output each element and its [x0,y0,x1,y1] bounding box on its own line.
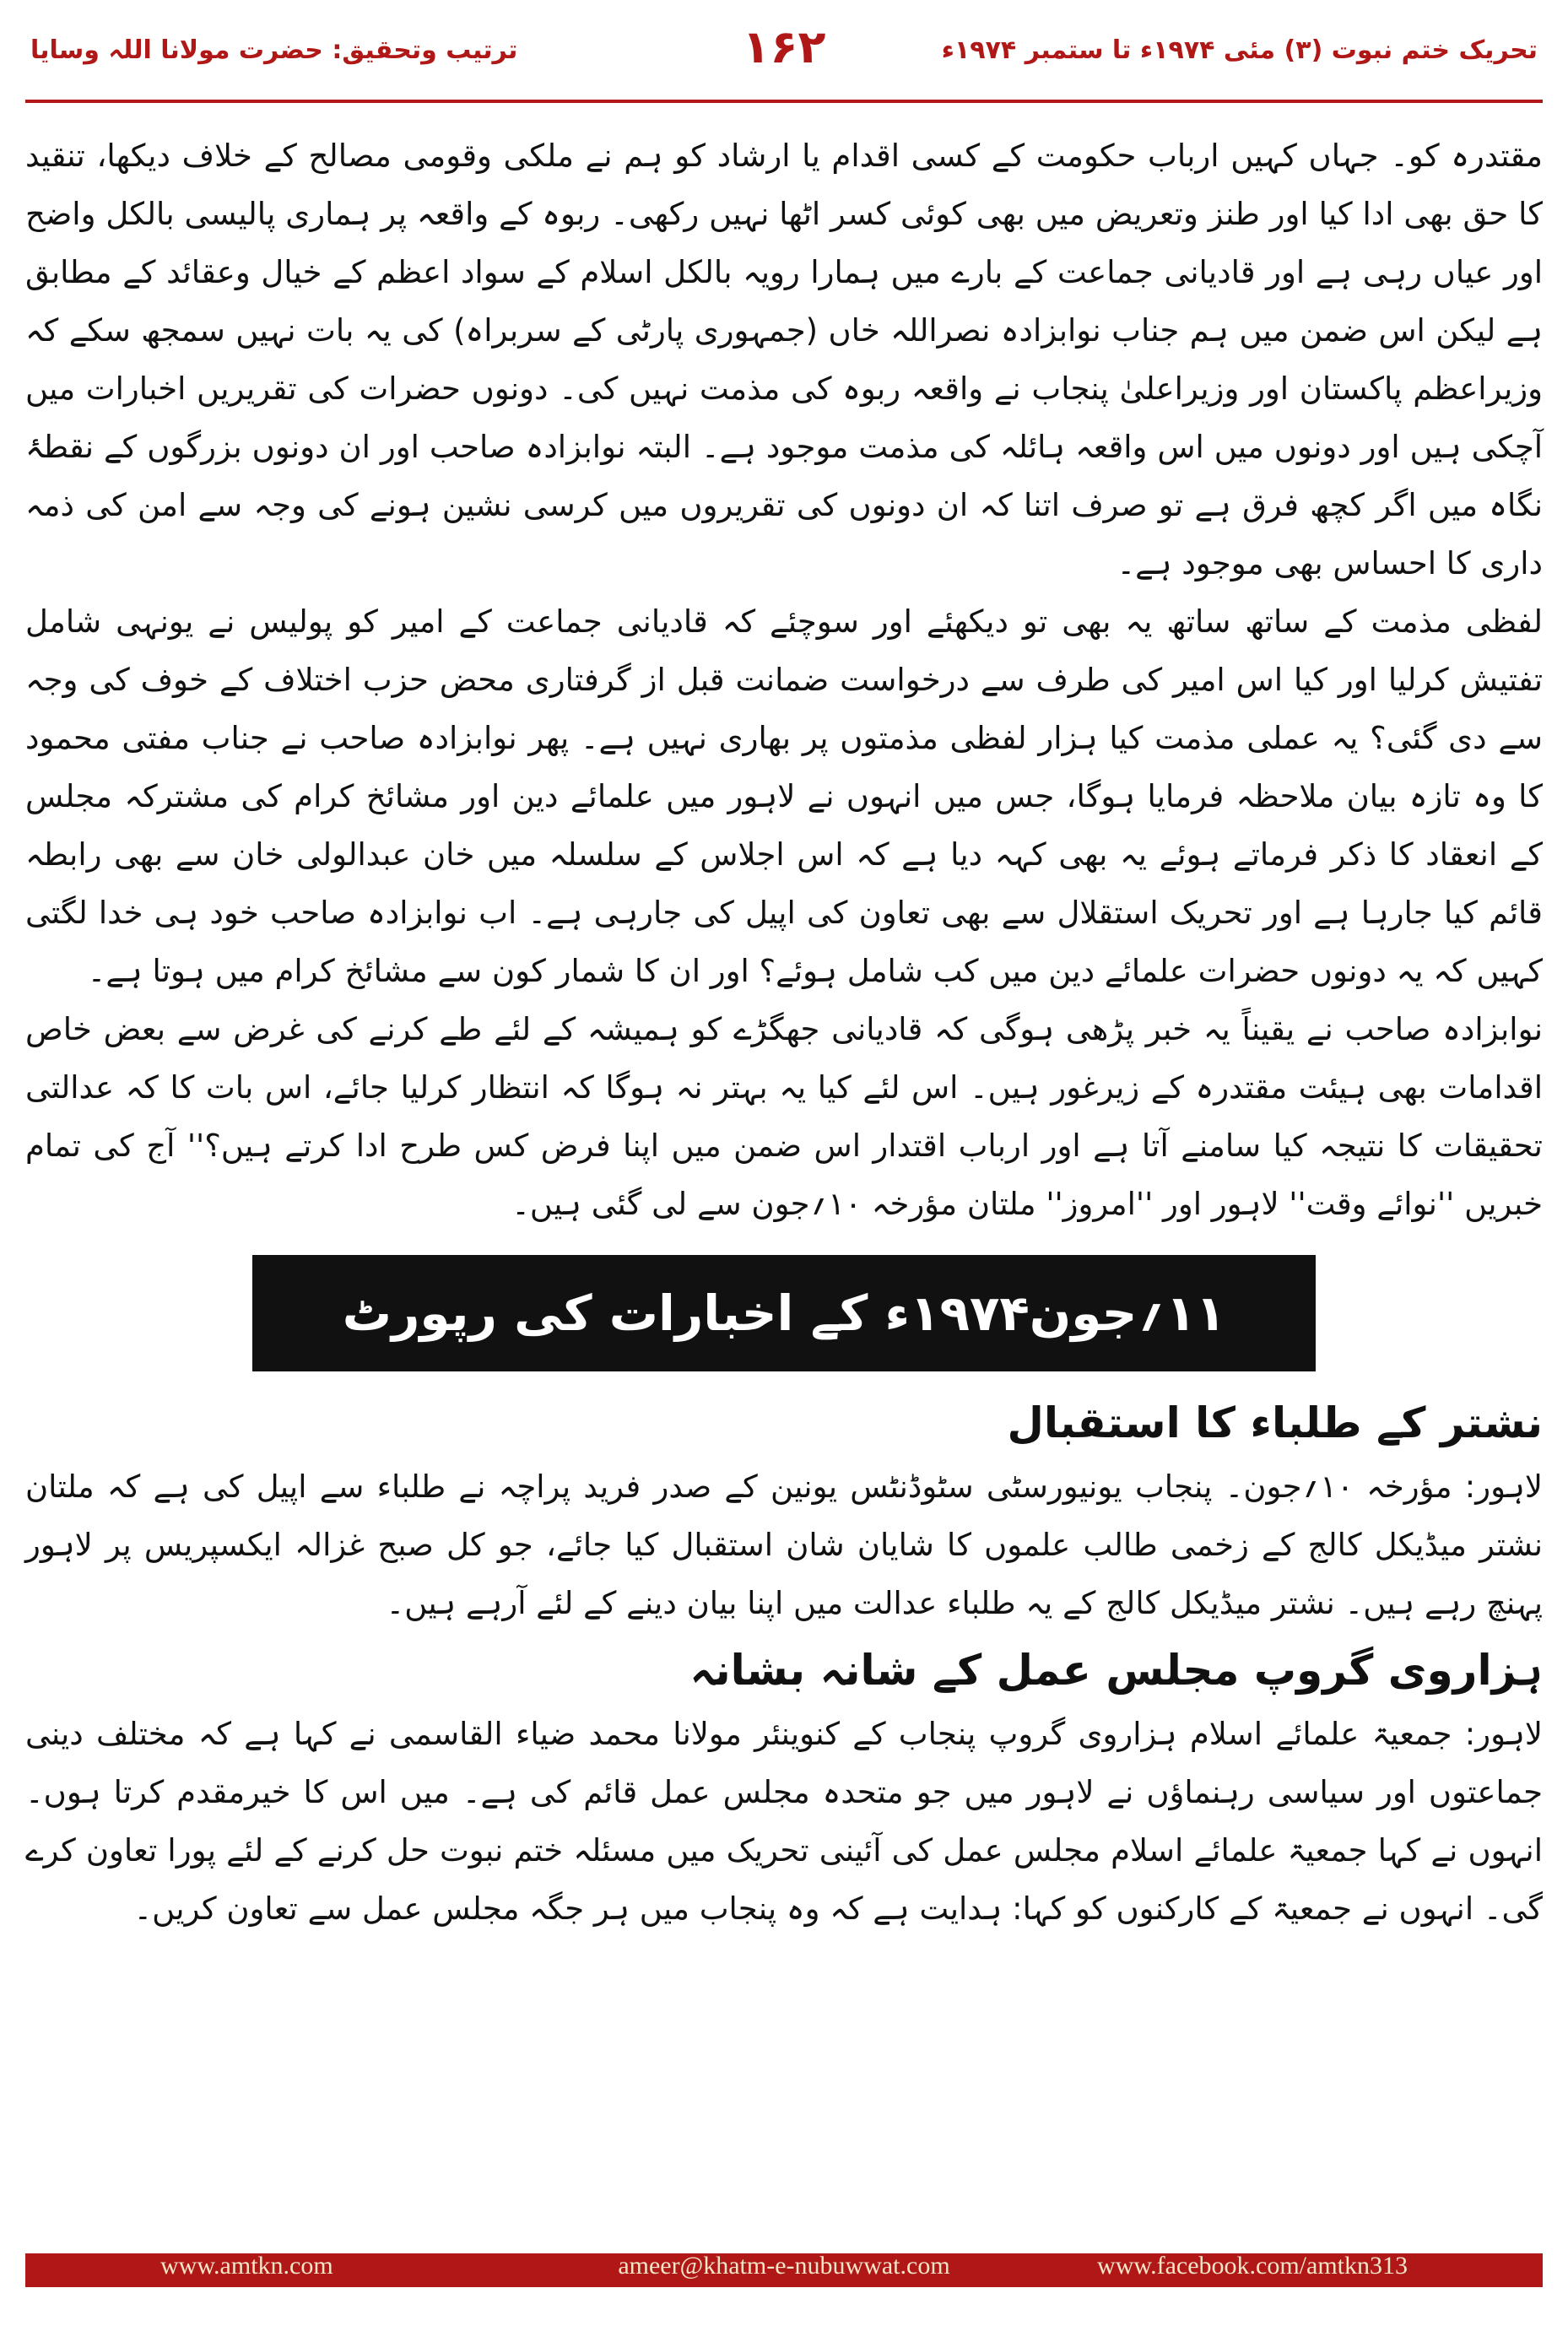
paragraph-3: نوابزادہ صاحب نے یقیناً یہ خبر پڑھی ہوگی کہ قادیانی جھگڑے کو ہمیشہ کے لئے طے کرنے کی غرض سے بعض خاص اقدامات بھی ہیئت مقتدرہ کے زیرغور ہیں۔ اس لئے کیا یہ بہتر نہ ہوگا کہ انتظار کرلیا جائے، اس بات کا کہ عدالتی تحقیقات کا نتیجہ کیا سامنے آتا ہے اور ارباب اقتدار اس ضمن میں اپنا فرض کس طرح ادا کرتے ہیں؟'' آج کی تمام خبریں ''نوائے وقت'' لاہور اور ''امروز'' ملتان مؤرخہ ۱۰؍جون سے لی گئی ہیں۔ [25,1011,1543,1222]
footer-email-link[interactable]: ameer@khatm-e-nubuwwat.com [618,2252,950,2280]
book-title: تحریک ختم نبوت (۳) مئی ۱۹۷۴ء تا ستمبر ۱۹۷۴ء [941,35,1538,65]
footer-website-link[interactable]: www.amtkn.com [160,2252,333,2280]
page-header [0,0,1568,101]
section-body-nishtar: لاہور: مؤرخہ ۱۰؍جون۔ پنجاب یونیورسٹی سٹوڈنٹس یونین کے صدر فرید پراچہ نے طلباء سے اپیل کی ہے کہ ملتان نشتر میڈیکل کالج کے زخمی طالب علموں کا شایان شان استقبال کیا جائے، جو کل صبح غزالہ ایکسپریس پر لاہور پہنچ رہے ہیں۔ نشتر میڈیکل کالج کے یہ طلباء عدالت میں اپنا بیان دینے کے لئے آرہے ہیں۔ [25,1468,1543,1621]
footer-facebook-link[interactable]: www.facebook.com/amtkn313 [1097,2252,1408,2280]
section-heading-nishtar: نشتر کے طلباء کا استقبال [1007,1398,1543,1447]
compiler-credit: ترتیب وتحقیق: حضرت مولانا اللہ وسایا [30,35,518,65]
paragraph-2: لفظی مذمت کے ساتھ ساتھ یہ بھی تو دیکھئے اور سوچئے کہ قادیانی جماعت کے امیر کو پولیس نے یونہی شامل تفتیش کرلیا اور کیا اس امیر کی طرف سے درخواست ضمانت قبل از گرفتاری محض حزب اختلاف کے خوف کی وجہ سے دی گئی؟ یہ عملی مذمت کیا ہزار لفظی مذمتوں پر بھاری نہیں ہے۔ پھر نوابزادہ صاحب نے جناب مفتی محمود کا وہ تازہ بیان ملاحظہ فرمایا ہوگا، جس میں انہوں نے لاہور میں علمائے دین اور مشائخ کرام کی مشترکہ مجلس کے انعقاد کا ذکر فرماتے ہوئے یہ بھی کہہ دیا ہے کہ اس اجلاس کے سلسلہ میں خان عبدالولی خان سے بھی رابطہ قائم کیا جارہا ہے اور تحریک استقلال سے بھی تعاون کی اپیل کی جارہی ہے۔ اب نوابزادہ صاحب خود ہی خدا لگتی کہیں کہ یہ دونوں حضرات علمائے دین میں کب شامل ہوئے؟ اور ان کا شمار کون سے مشائخ کرام میں ہوتا ہے۔ [25,603,1543,989]
section-body-hazarvi: لاہور: جمعیۃ علمائے اسلام ہزاروی گروپ پنجاب کے کنوینئر مولانا محمد ضیاء القاسمی نے کہا ہے کہ مختلف دینی جماعتوں اور سیاسی رہنماؤں نے لاہور میں جو متحدہ مجلس عمل قائم کی ہے۔ میں اس کا خیرمقدم کرتا ہوں۔ انہوں نے کہا جمعیۃ علمائے اسلام مجلس عمل کی آئینی تحریک میں مسئلہ ختم نبوت حل کرنے کے لئے پورا تعاون کرے گی۔ انہوں نے جمعیۃ کے کارکنوں کو کہا: ہدایت ہے کہ وہ پنجاب میں ہر جگہ مجلس عمل سے تعاون کریں۔ [25,1716,1543,1927]
page-body [25,127,1543,1938]
page-number: ۱۶۲ [742,20,826,73]
paragraph-1: مقتدرہ کو۔ جہاں کہیں ارباب حکومت کے کسی اقدام یا ارشاد کو ہم نے ملکی وقومی مصالح کے خلاف دیکھا، تنقید کا حق بھی ادا کیا اور طنز وتعریض میں بھی کوئی کسر اٹھا نہیں رکھی۔ ربوہ کے واقعہ پر ہماری پالیسی بالکل واضح اور عیاں رہی ہے اور قادیانی جماعت کے بارے میں ہمارا رویہ بالکل اسلام کے سواد اعظم کے خیال وعقائد کے مطابق ہے لیکن اس ضمن میں ہم جناب نوابزادہ نصراللہ خاں (جمہوری پارٹی کے سربراہ) کی یہ بات نہیں سمجھ سکے کہ وزیراعظم پاکستان اور وزیراعلیٰ پنجاب نے واقعہ ربوہ کی مذمت نہیں کی۔ دونوں حضرات کی تقریریں اخبارات میں آچکی ہیں اور دونوں میں اس واقعہ ہائلہ کی مذمت موجود ہے۔ البتہ نوابزادہ صاحب اور ان دونوں بزرگوں کے نقطۂ نگاہ میں اگر کچھ فرق ہے تو صرف اتنا کہ ان دونوں کی تقریروں میں کرسی نشین ہونے کی وجہ سے امن کی ذمہ داری کا احساس بھی موجود ہے۔ [25,138,1543,581]
section-heading-hazarvi: ہزاروی گروپ مجلس عمل کے شانہ بشانہ [689,1646,1543,1695]
header-divider [25,100,1543,103]
section-banner: ۱۱؍جون۱۹۷۴ء کے اخبارات کی رپورٹ [252,1255,1316,1371]
